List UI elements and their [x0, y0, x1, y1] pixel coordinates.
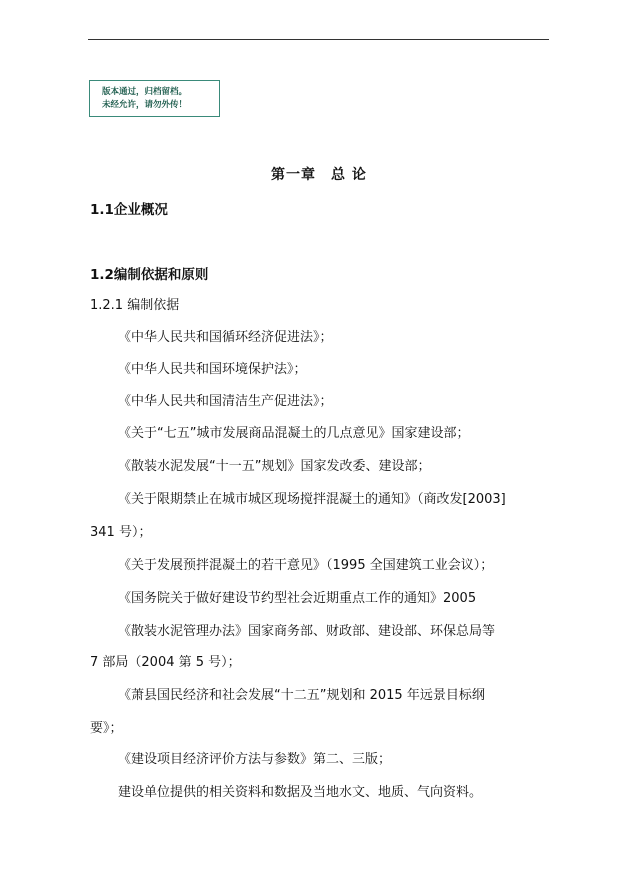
basis-item: 《中华人民共和国循环经济促进法》； — [118, 330, 333, 345]
section-heading-1-1: 1.1企业概况 — [90, 202, 168, 218]
basis-item: 建设单位提供的相关资料和数据及当地水文、地质、气向资料。 — [118, 785, 483, 800]
basis-item: 《中华人民共和国环境保护法》； — [118, 362, 307, 377]
basis-item: 《散装水泥管理办法》国家商务部、财政部、建设部、环保总局等 — [118, 624, 496, 639]
basis-item: 《关于限期禁止在城市城区现场搅拌混凝土的通知》（商改发[2003] — [118, 492, 506, 507]
chapter-title: 第一章 总 论 — [271, 167, 367, 183]
basis-item: 《关于发展预拌混凝土的若干意见》（1995 全国建筑工业会议）； — [118, 558, 494, 573]
basis-item-continuation: 7 部局（2004 第 5 号）； — [90, 655, 241, 670]
basis-item: 《国务院关于做好建设节约型社会近期重点工作的通知》2005 — [118, 591, 477, 606]
subsection-heading-1-2-1: 1.2.1 编制依据 — [90, 298, 180, 313]
stamp-line-2: 未经允许，请勿外传！ — [102, 100, 188, 110]
basis-item: 《建设项目经济评价方法与参数》第二、三版； — [118, 752, 392, 767]
basis-item-continuation: 要》； — [90, 721, 123, 736]
basis-item: 《中华人民共和国清洁生产促进法》； — [118, 394, 333, 409]
section-heading-1-2: 1.2编制依据和原则 — [90, 267, 209, 283]
basis-item: 《散装水泥发展“十一五”规划》国家发改委、建设部； — [118, 459, 431, 474]
stamp-line-1: 版本通过，归档留档。 — [102, 87, 188, 97]
confidential-stamp — [89, 80, 220, 117]
basis-item: 《关于“七五”城市发展商品混凝土的几点意见》国家建设部； — [118, 426, 470, 441]
basis-item: 《萧县国民经济和社会发展“十二五”规划和 2015 年远景目标纲 — [118, 688, 485, 703]
basis-item-continuation: 341 号）； — [90, 525, 152, 540]
header-rule — [88, 39, 549, 40]
